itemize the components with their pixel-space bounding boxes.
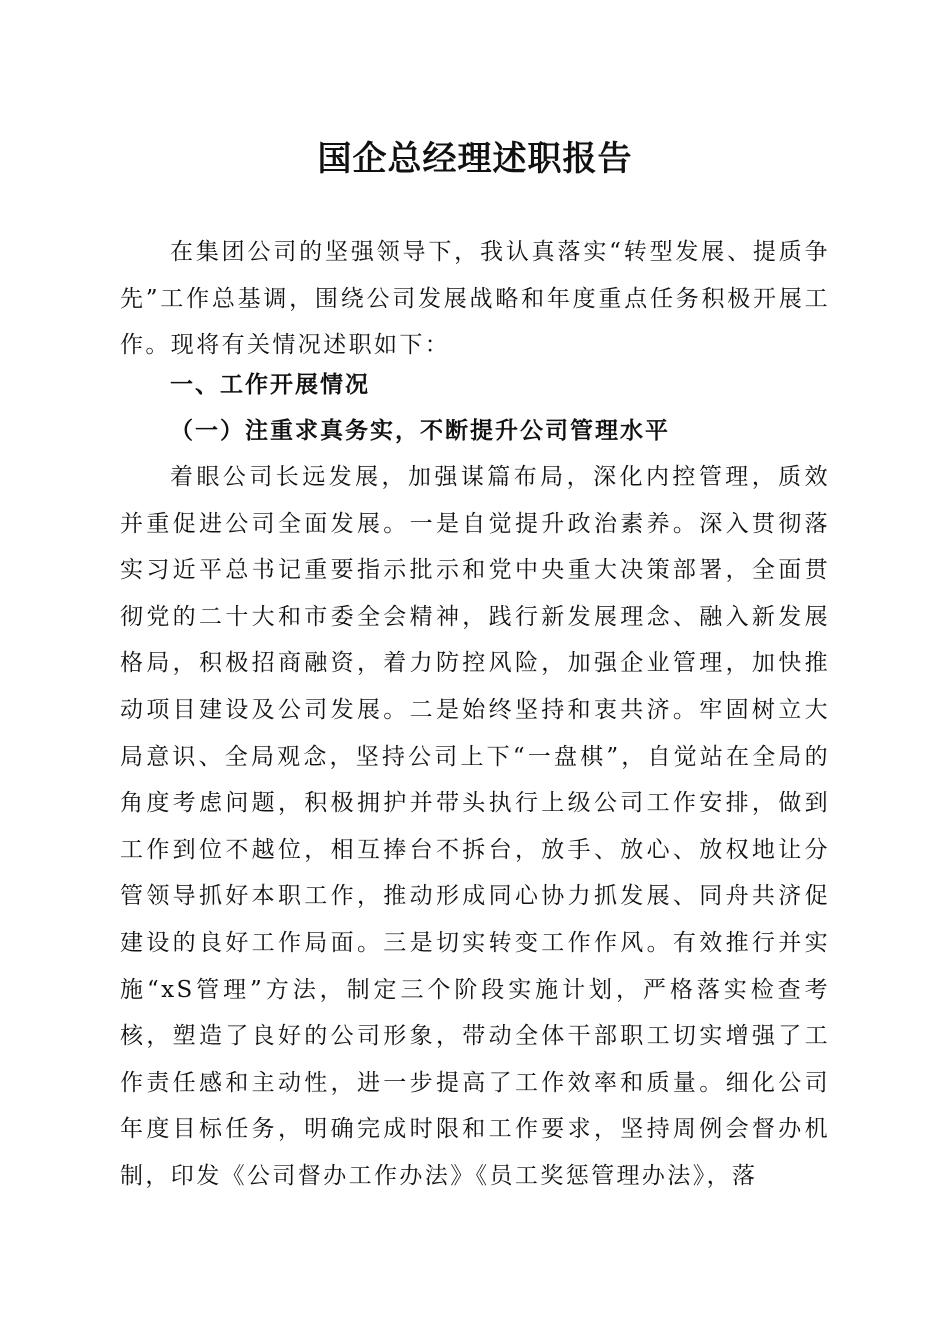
body-paragraph: 着眼公司长远发展，加强谋篇布局，深化内控管理，质效并重促进公司全面发展。一是自觉提升政治素养。深入贯彻落实习近平总书记重要指示批示和党中央重大决策部署，全面贯彻党的二十大和市委全会精神，践行新发展理念、融入新发展格局，积极招商融资，着力防控风险，加强企业管理，加快推动项目建设及公司发展。二是始终坚持和衷共济。牢固树立大局意识、全局观念，坚持公司上下“一盘棋”，自觉站在全局的角度考虑问题，积极拥护并带头执行上级公司工作安排，做到工作到位不越位，相互捧台不拆台，放手、放心、放权地让分管领导抓好本职工作，推动形成同心协力抓发展、同舟共济促建设的良好工作局面。三是切实转变工作作风。有效推行并实施“xS管理”方法，制定三个阶段实施计划，严格落实检查考核，塑造了良好的公司形象，带动全体干部职工切实增强了工作责任感和主动性，进一步提高了工作效率和质量。细化公司年度目标任务，明确完成时限和工作要求，坚持周例会督办机制，印发《公司督办工作办法》《员工奖惩管理办法》，落: [120, 464, 830, 1189]
document-title: 国企总经理述职报告: [317, 139, 633, 179]
section-heading: 一、工作开展情况: [170, 372, 370, 398]
subsection-heading: （一）注重求真务实，不断提升公司管理水平: [170, 417, 670, 444]
intro-paragraph: 在集团公司的坚强领导下，我认真落实“转型发展、提质争先”工作总基调，围绕公司发展战略和年度重点任务积极开展工作。现将有关情况述职如下：: [120, 239, 830, 359]
